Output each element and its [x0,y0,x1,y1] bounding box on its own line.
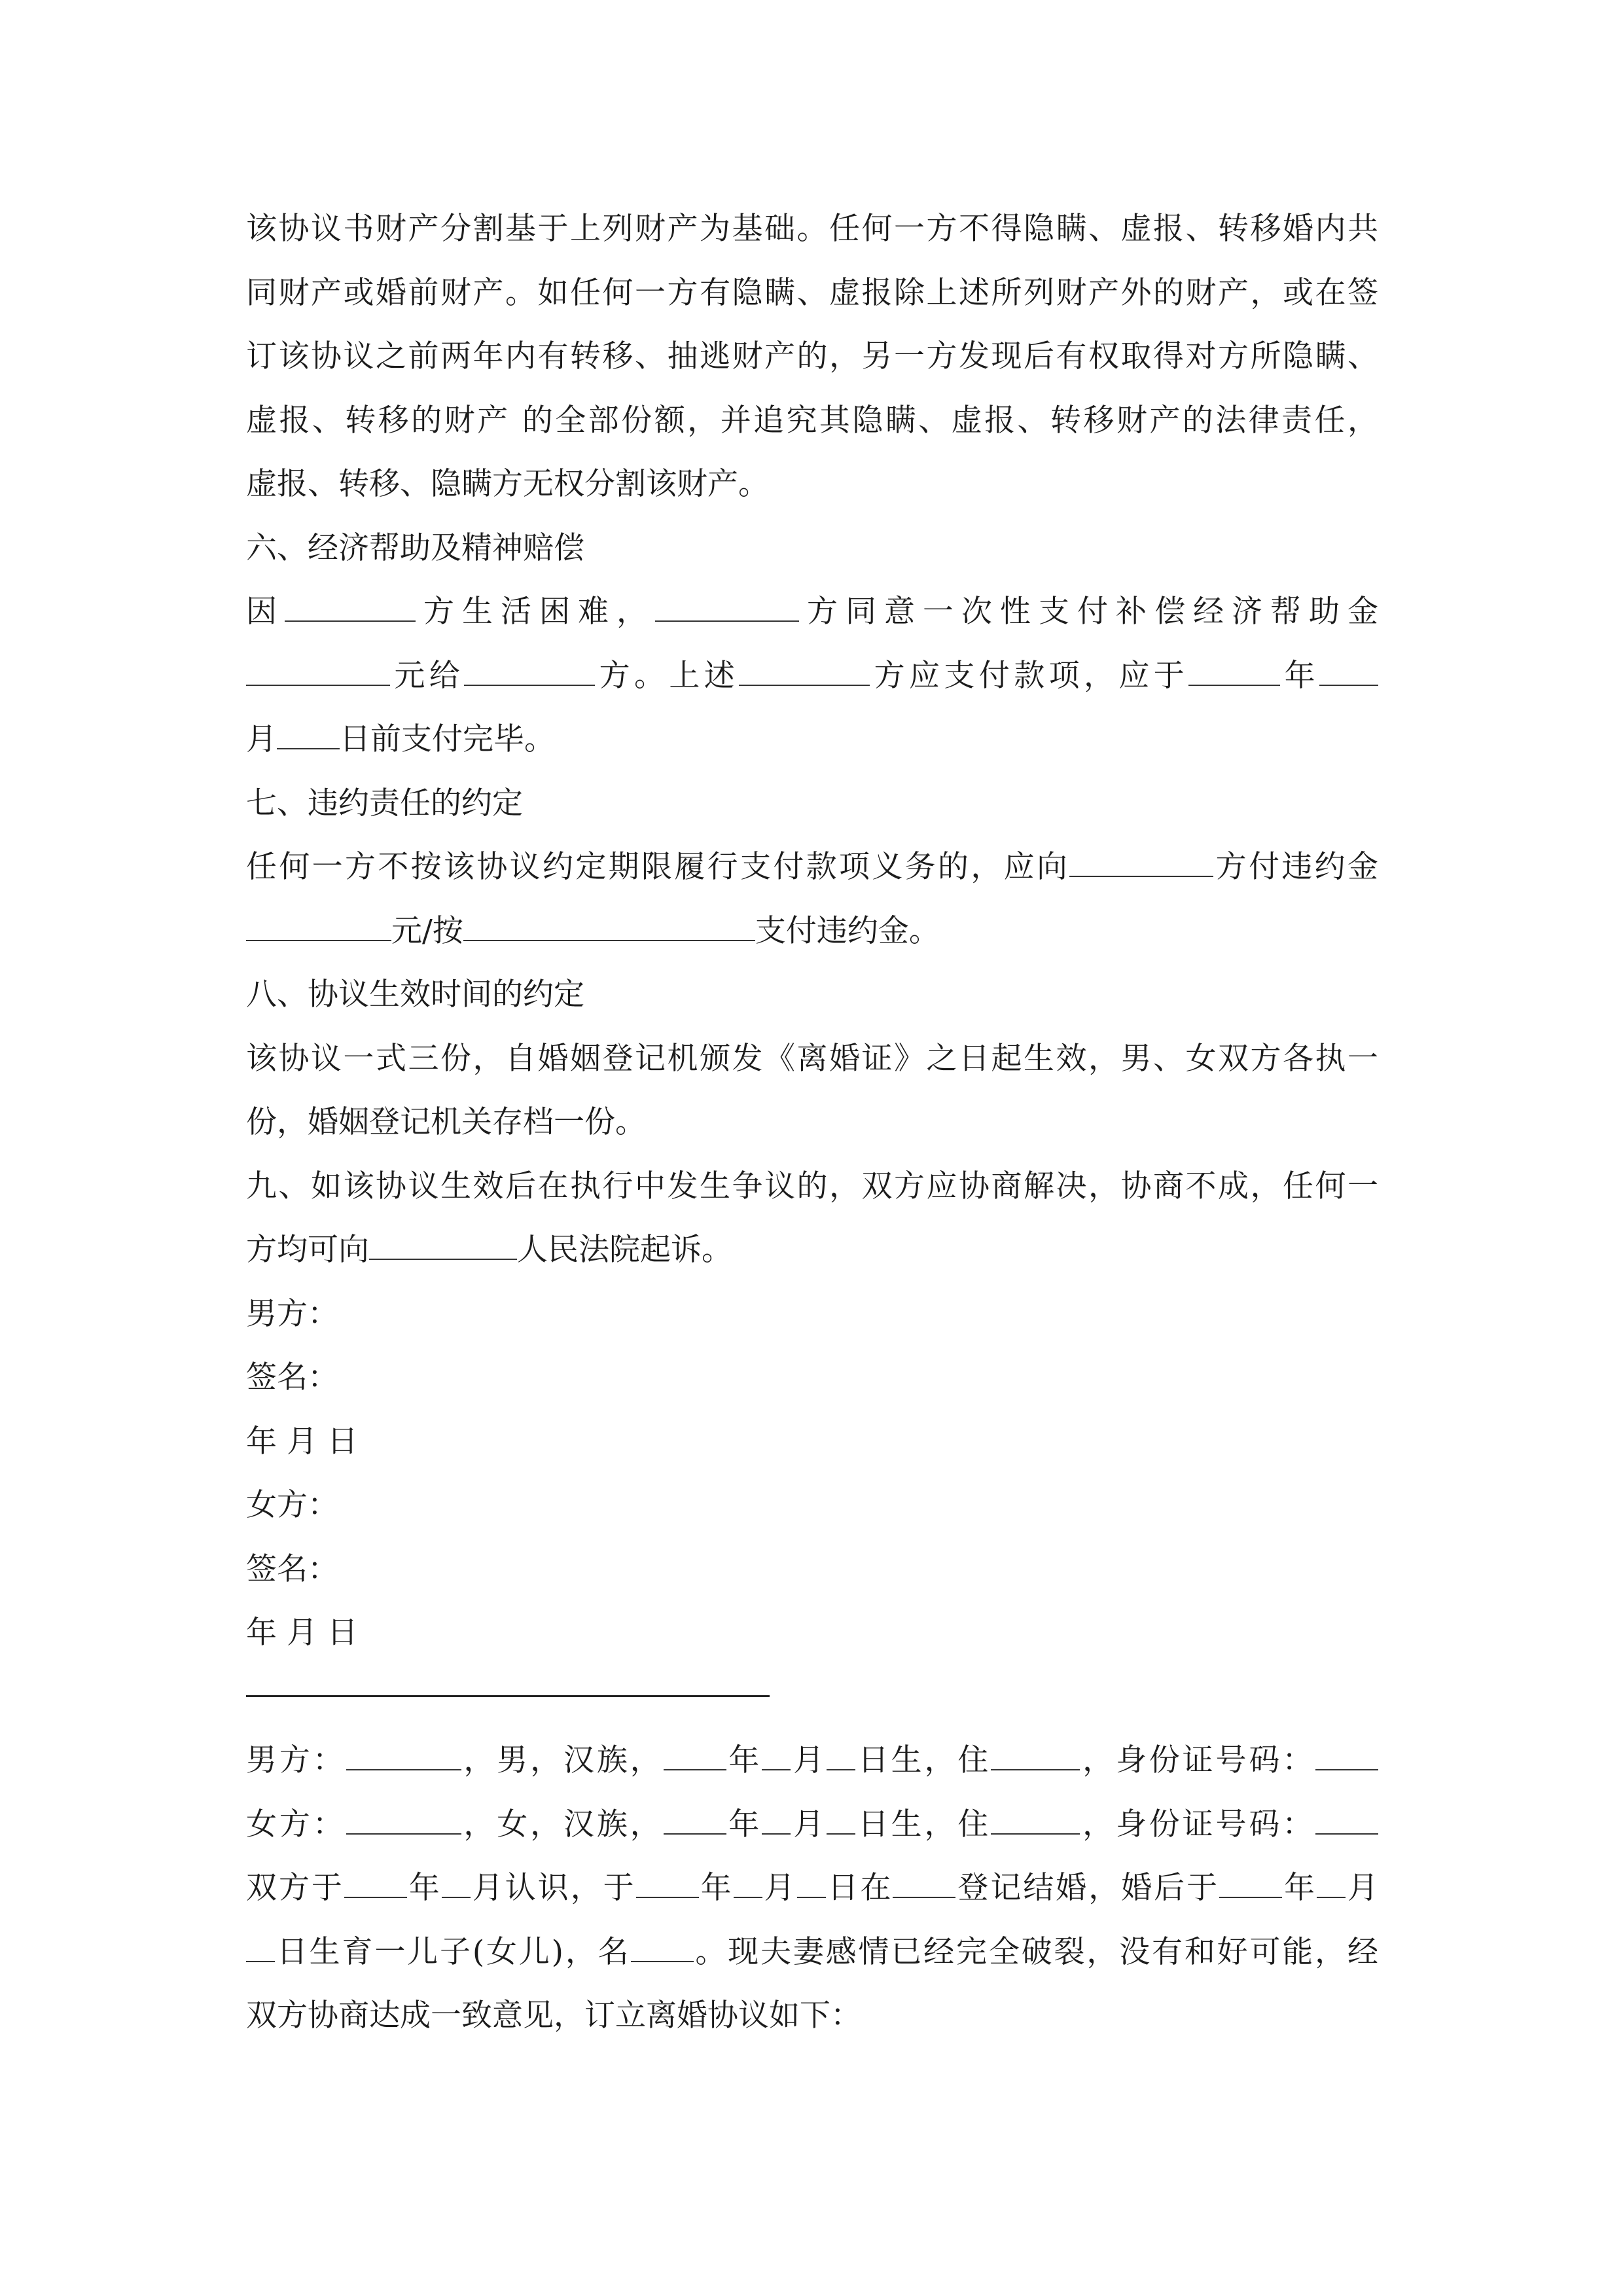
text-segment: 女方： [246,1806,346,1842]
text-segment: 年 [726,1742,762,1778]
fill-in-blank[interactable] [442,1859,471,1898]
text-segment: 人民法院起诉。 [517,1232,732,1268]
paragraph-line: 同财产或婚前财产。如任何一方有隐瞒、虚报除上述所列财产外的财产，或在签 [246,274,1378,311]
horizontal-rule [246,1695,770,1697]
document-page [246,197,1378,2048]
female-signature-label: 签名： [246,1551,338,1587]
paragraph-line [246,1856,1378,1920]
fill-in-blank[interactable] [246,902,391,941]
text-segment: ，身份证号码： [1080,1806,1316,1842]
fill-in-blank[interactable] [797,1859,826,1898]
fill-in-blank[interactable] [1219,1859,1282,1898]
text-segment: 年 [1282,1870,1317,1906]
fill-in-blank[interactable] [827,1731,855,1770]
fill-in-blank[interactable] [762,1731,791,1770]
fill-in-blank[interactable] [631,1923,694,1962]
fill-in-blank[interactable] [991,1795,1080,1835]
text-segment: 方生活困难， [416,594,655,630]
text-segment: ，女，汉族， [461,1806,664,1842]
fill-in-blank[interactable] [346,1795,461,1835]
paragraph-line: 双方协商达成一致意见，订立离婚协议如下： [246,1998,861,2034]
paragraph-line: 虚报、转移、隐瞒方无权分割该财产。 [246,466,769,502]
section-heading: 八、协议生效时间的约定 [246,977,584,1013]
text-segment: 元/按 [391,912,463,949]
section-heading: 六、经济帮助及精神赔偿 [246,529,584,566]
text-segment: 月认识，于 [470,1870,636,1906]
text-segment: 方应支付款项，应于 [870,657,1189,694]
paragraph-line [246,1920,1378,1984]
fill-in-blank[interactable] [277,710,340,749]
text-segment: 年 [726,1806,762,1842]
text-segment: 日生育一儿子(女儿)，名 [275,1933,631,1970]
paragraph-line: 份，婚姻登记机关存档一份。 [246,1104,646,1140]
female-date-label: 年 月 日 [246,1615,358,1651]
paragraph-line [246,1793,1378,1857]
fill-in-blank[interactable] [1315,1795,1378,1835]
fill-in-blank[interactable] [827,1795,855,1835]
fill-in-blank[interactable] [893,1859,955,1898]
male-party-label: 男方： [246,1295,338,1332]
paragraph-line: 该协议一式三份，自婚姻登记机颁发《离婚证》之日起生效，男、女双方各执一 [246,1040,1378,1077]
text-segment: 因 [246,594,285,630]
text-segment: 登记结婚，婚后于 [955,1870,1220,1906]
text-segment: 月 [791,1742,827,1778]
paragraph-line: 该协议书财产分割基于上列财产为基础。任何一方不得隐瞒、虚报、转移婚内共 [246,211,1378,247]
male-signature-label: 签名： [246,1359,338,1395]
paragraph-line [246,1218,1378,1282]
text-segment: 方付违约金 [1213,849,1379,885]
fill-in-blank[interactable] [1188,647,1280,686]
fill-in-blank[interactable] [1315,1731,1378,1770]
text-segment: 日在 [825,1870,893,1906]
fill-in-blank[interactable] [246,647,390,686]
text-segment: ，男，汉族， [461,1742,664,1778]
fill-in-blank[interactable] [346,1731,461,1770]
female-party-label: 女方： [246,1487,338,1523]
text-segment: 元给 [390,657,465,694]
text-segment: 月 [762,1870,797,1906]
fill-in-blank[interactable] [664,1731,726,1770]
text-segment: 。现夫妻感情已经完全破裂，没有和好可能，经 [693,1933,1378,1970]
text-segment: 日前支付完毕。 [340,721,555,757]
fill-in-blank[interactable] [369,1221,517,1260]
fill-in-blank[interactable] [1069,838,1213,877]
text-segment: 任何一方不按该协议约定期限履行支付款项义务的，应向 [246,849,1070,885]
fill-in-blank[interactable] [344,1859,407,1898]
paragraph-line [246,580,1378,644]
text-segment: 月 [1346,1870,1379,1906]
text-segment: 方均可向 [246,1232,369,1268]
fill-in-blank[interactable] [246,1923,275,1962]
text-segment: 支付违约金。 [755,912,940,949]
paragraph-line [246,899,1378,963]
paragraph-line [246,644,1378,708]
text-segment: 方同意一次性支付补偿经济帮助金 [799,594,1378,630]
separator-line [246,1665,1378,1729]
text-segment: 日生，住 [855,1742,991,1778]
text-segment: 男方： [246,1742,346,1778]
fill-in-blank[interactable] [739,647,870,686]
section-heading: 七、违约责任的约定 [246,785,523,821]
paragraph-line [246,708,1378,772]
paragraph-line [246,1729,1378,1793]
fill-in-blank[interactable] [285,583,416,622]
text-segment: 年 [406,1870,442,1906]
fill-in-blank[interactable] [463,902,755,941]
paragraph-line: 订该协议之前两年内有转移、抽逃财产的，另一方发现后有权取得对方所隐瞒、 [246,338,1378,374]
fill-in-blank[interactable] [734,1859,762,1898]
male-date-label: 年 月 日 [246,1423,358,1460]
text-segment: 年 [698,1870,734,1906]
fill-in-blank[interactable] [1319,647,1378,686]
paragraph-line: 九、如该协议生效后在执行中发生争议的，双方应协商解决，协商不成，任何一 [246,1168,1378,1204]
fill-in-blank[interactable] [664,1795,726,1835]
text-segment: 日生，住 [855,1806,991,1842]
text-segment: 月 [791,1806,827,1842]
paragraph-line [246,835,1378,899]
text-segment: ，身份证号码： [1080,1742,1316,1778]
text-segment: 方。上述 [595,657,740,694]
text-segment: 月 [246,721,277,757]
fill-in-blank[interactable] [991,1731,1080,1770]
text-segment: 双方于 [246,1870,344,1906]
fill-in-blank[interactable] [636,1859,699,1898]
fill-in-blank[interactable] [464,647,595,686]
fill-in-blank[interactable] [1317,1859,1346,1898]
paragraph-line: 虚报、转移的财产 的全部份额，并追究其隐瞒、虚报、转移财产的法律责任， [246,402,1378,439]
fill-in-blank[interactable] [655,583,799,622]
text-segment: 年 [1280,657,1320,694]
fill-in-blank[interactable] [762,1795,791,1835]
